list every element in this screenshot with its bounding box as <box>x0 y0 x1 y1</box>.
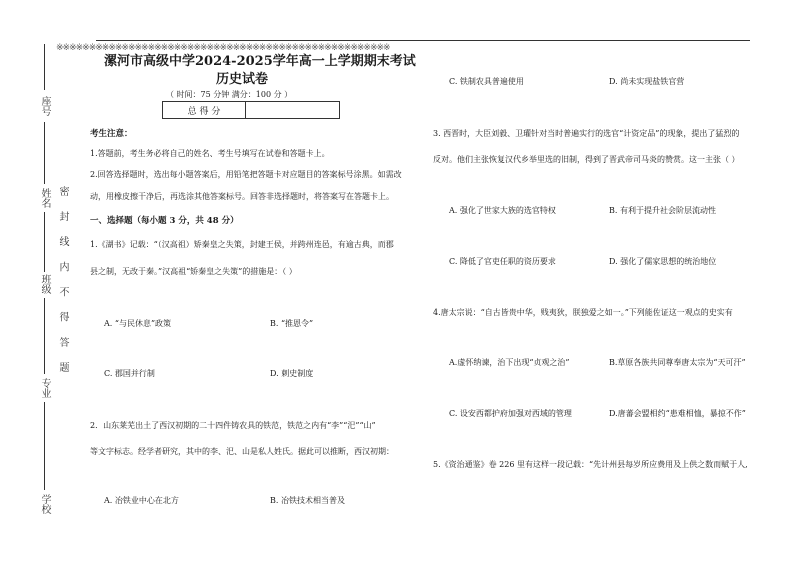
q4-option-c[interactable]: C. 设安西都护府加强对西域的管理 <box>449 409 572 418</box>
notice-item-2-line-1: 2.回答选择题时，选出每小题答案后，用铅笔把答题卡对应题目的答案标号涂黑。如需改 <box>90 170 402 179</box>
time-info: （ 时间：75 分钟 满分：100 分 ） <box>166 90 293 99</box>
score-table <box>162 101 340 119</box>
major-label: 专业 <box>39 378 50 398</box>
name-line <box>44 212 45 272</box>
q3-option-a[interactable]: A. 强化了世家大族的选官特权 <box>449 206 556 215</box>
q3-option-c[interactable]: C. 降低了官吏任职的资历要求 <box>449 257 556 266</box>
q4-option-a[interactable]: A.虚怀纳谏，治下出现“贞观之治” <box>449 358 570 367</box>
binding-pattern: ※※※※※※※※※※※※※※※※※※※※※※※※※※※※※※※※※※※※※※※※※※※※※※※※※※※ <box>56 43 390 53</box>
class-line <box>44 298 45 374</box>
school-label: 学校 <box>39 494 50 514</box>
section-heading: 一、选择题（每小题 3 分，共 48 分） <box>90 216 239 226</box>
q2-stem-line-1: 2．山东莱芜出土了西汉初期的二十四件铸农具的铁范，铁范之内有“李”“汜”“山” <box>90 421 376 430</box>
q4-stem-line-1: 4.唐太宗说：“自古皆贵中华，贱夷狄，朕独爱之如一。”下列能佐证这一观点的史实有 <box>433 308 733 317</box>
major-line <box>44 402 45 490</box>
q2-stem-line-2: 等文字标志。经学者研究，其中的李、汜、山是私人姓氏。据此可以推断，西汉初期： <box>90 447 394 456</box>
q1-option-a[interactable]: A. “与民休息”政策 <box>104 319 172 328</box>
q4-option-b[interactable]: B.草原各族共同尊奉唐太宗为“天可汗” <box>609 358 746 367</box>
class-label: 班级 <box>39 274 50 294</box>
seat-label: 座号 <box>39 96 50 116</box>
q3-option-d[interactable]: D. 强化了儒家思想的统治地位 <box>609 257 717 266</box>
top-rule <box>96 40 750 41</box>
q2-option-a[interactable]: A. 冶铁业中心在北方 <box>104 496 179 505</box>
score-label: 总 得 分 <box>163 102 246 119</box>
q1-option-b[interactable]: B. “推恩令” <box>270 319 314 328</box>
exam-title: 漯河市高级中学2024-2025学年高一上学期期末考试 <box>104 54 416 69</box>
q1-option-c[interactable]: C. 郡国并行制 <box>104 369 155 378</box>
name-label: 姓名 <box>39 188 50 208</box>
q1-stem-line-1: 1.《湖书》记载：“（汉高祖）矫秦皇之失策，封建王侯，并跨州连邑，有逾古典，而郡 <box>90 240 394 249</box>
seal-text: 密 封 线 内 不 得 答 题 <box>57 186 68 379</box>
notice-item-2-line-2: 动，用橡皮擦干净后，再选涂其他答案标号。回答非选择题时，将答案写在答题卡上。 <box>90 192 394 201</box>
q3-stem-line-2: 反对。他们主张恢复汉代乡举里选的旧制，得到了晋武帝司马炎的赞赏。这一主张（ ） <box>433 155 740 164</box>
notice-item-1: 1.答题前，考生务必将自己的姓名、考生号填写在试卷和答题卡上。 <box>90 149 330 158</box>
score-box[interactable] <box>246 102 340 119</box>
seat-line-top <box>44 44 45 90</box>
subject-title: 历史试卷 <box>216 72 269 87</box>
q1-option-d[interactable]: D. 刺史制度 <box>270 369 314 378</box>
q4-option-d[interactable]: D.唐蕃会盟相约“患难相恤，暴掠不作” <box>609 409 746 418</box>
notice-heading: 考生注意： <box>90 129 133 139</box>
q2-option-d[interactable]: D. 尚未实现盐铁官营 <box>609 77 685 86</box>
q1-stem-line-2: 县之制，无改于秦。”汉高祖“矫秦皇之失策”的措施是：（ ） <box>90 267 297 276</box>
q2-option-b[interactable]: B. 冶铁技术相当普及 <box>270 496 345 505</box>
q2-option-c[interactable]: C. 铁制农具普遍使用 <box>449 77 524 86</box>
q3-stem-line-1: 3. 西晋时，大臣刘毅、卫瓘针对当时普遍实行的选官“计资定品”的现象，提出了猛烈的 <box>433 129 740 138</box>
q5-stem-line-1: 5.《资治通鉴》卷 226 里有这样一段记载：“先计州县每岁所应费用及上供之数而赋于人, <box>433 460 748 469</box>
q3-option-b[interactable]: B. 有利于提升社会阶层流动性 <box>609 206 716 215</box>
seat-line <box>44 122 45 184</box>
